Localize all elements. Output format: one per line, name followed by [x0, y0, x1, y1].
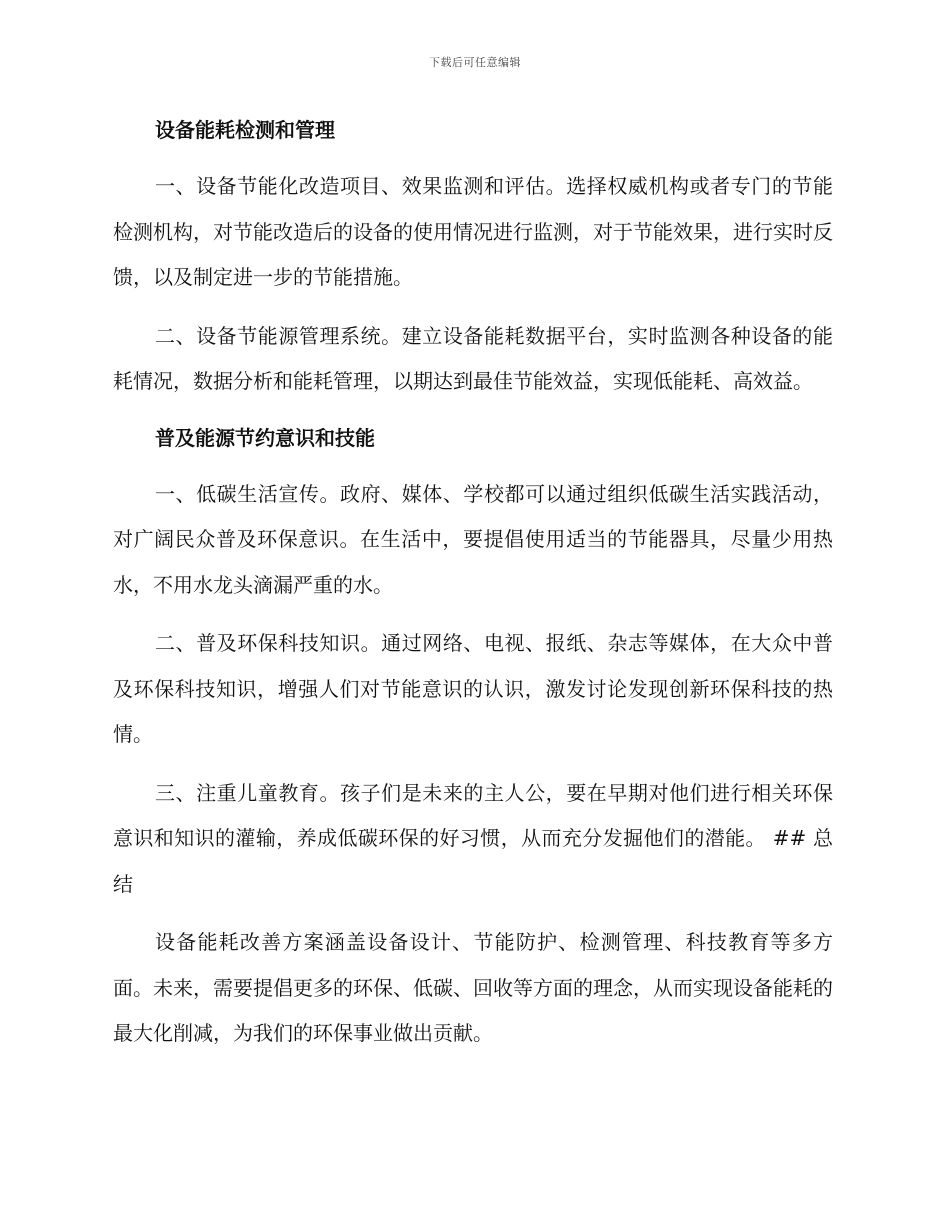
document-body [113, 110, 833, 1070]
section-heading-energy-awareness: 普及能源节约意识和技能 [155, 425, 375, 450]
paragraph-low-carbon-promotion: 一、低碳生活宣传。政府、媒体、学校都可以通过组织低碳生活实践活动，对广阔民众普及环保意识。在生活中，要提倡使用适当的节能器具，尽量少用热水，不用水龙头滴漏严重的水。 [113, 481, 833, 597]
paragraph-summary: 设备能耗改善方案涵盖设备设计、节能防护、检测管理、科技教育等多方面。未来，需要提倡更多的环保、低碳、回收等方面的理念，从而实现设备能耗的最大化削减，为我们的环保事业做出贡献。 [113, 930, 833, 1045]
paragraph-tech-knowledge: 二、普及环保科技知识。通过网络、电视、报纸、杂志等媒体，在大众中普及环保科技知识，增强人们对节能意识的认识，激发讨论发现创新环保科技的热情。 [113, 631, 833, 746]
paragraph-retrofit-monitoring: 一、设备节能化改造项目、效果监测和评估。选择权威机构或者专门的节能检测机构，对节能改造后的设备的使用情况进行监测，对于节能效果，进行实时反馈，以及制定进一步的节能措施。 [113, 174, 833, 289]
paragraph-child-education: 三、注重儿童教育。孩子们是未来的主人公，要在早期对他们进行相关环保意识和知识的灌输，养成低碳环保的好习惯，从而充分发掘他们的潜能。 ## 总结 [113, 780, 833, 896]
section-heading-equipment-monitoring: 设备能耗检测和管理 [155, 118, 335, 142]
header-note: 下载后可任意编辑 [429, 56, 521, 69]
paragraph-energy-management-system: 二、设备节能源管理系统。建立设备能耗数据平台，实时监测各种设备的能耗情况，数据分析和能耗管理，以期达到最佳节能效益，实现低能耗、高效益。 [113, 323, 833, 393]
